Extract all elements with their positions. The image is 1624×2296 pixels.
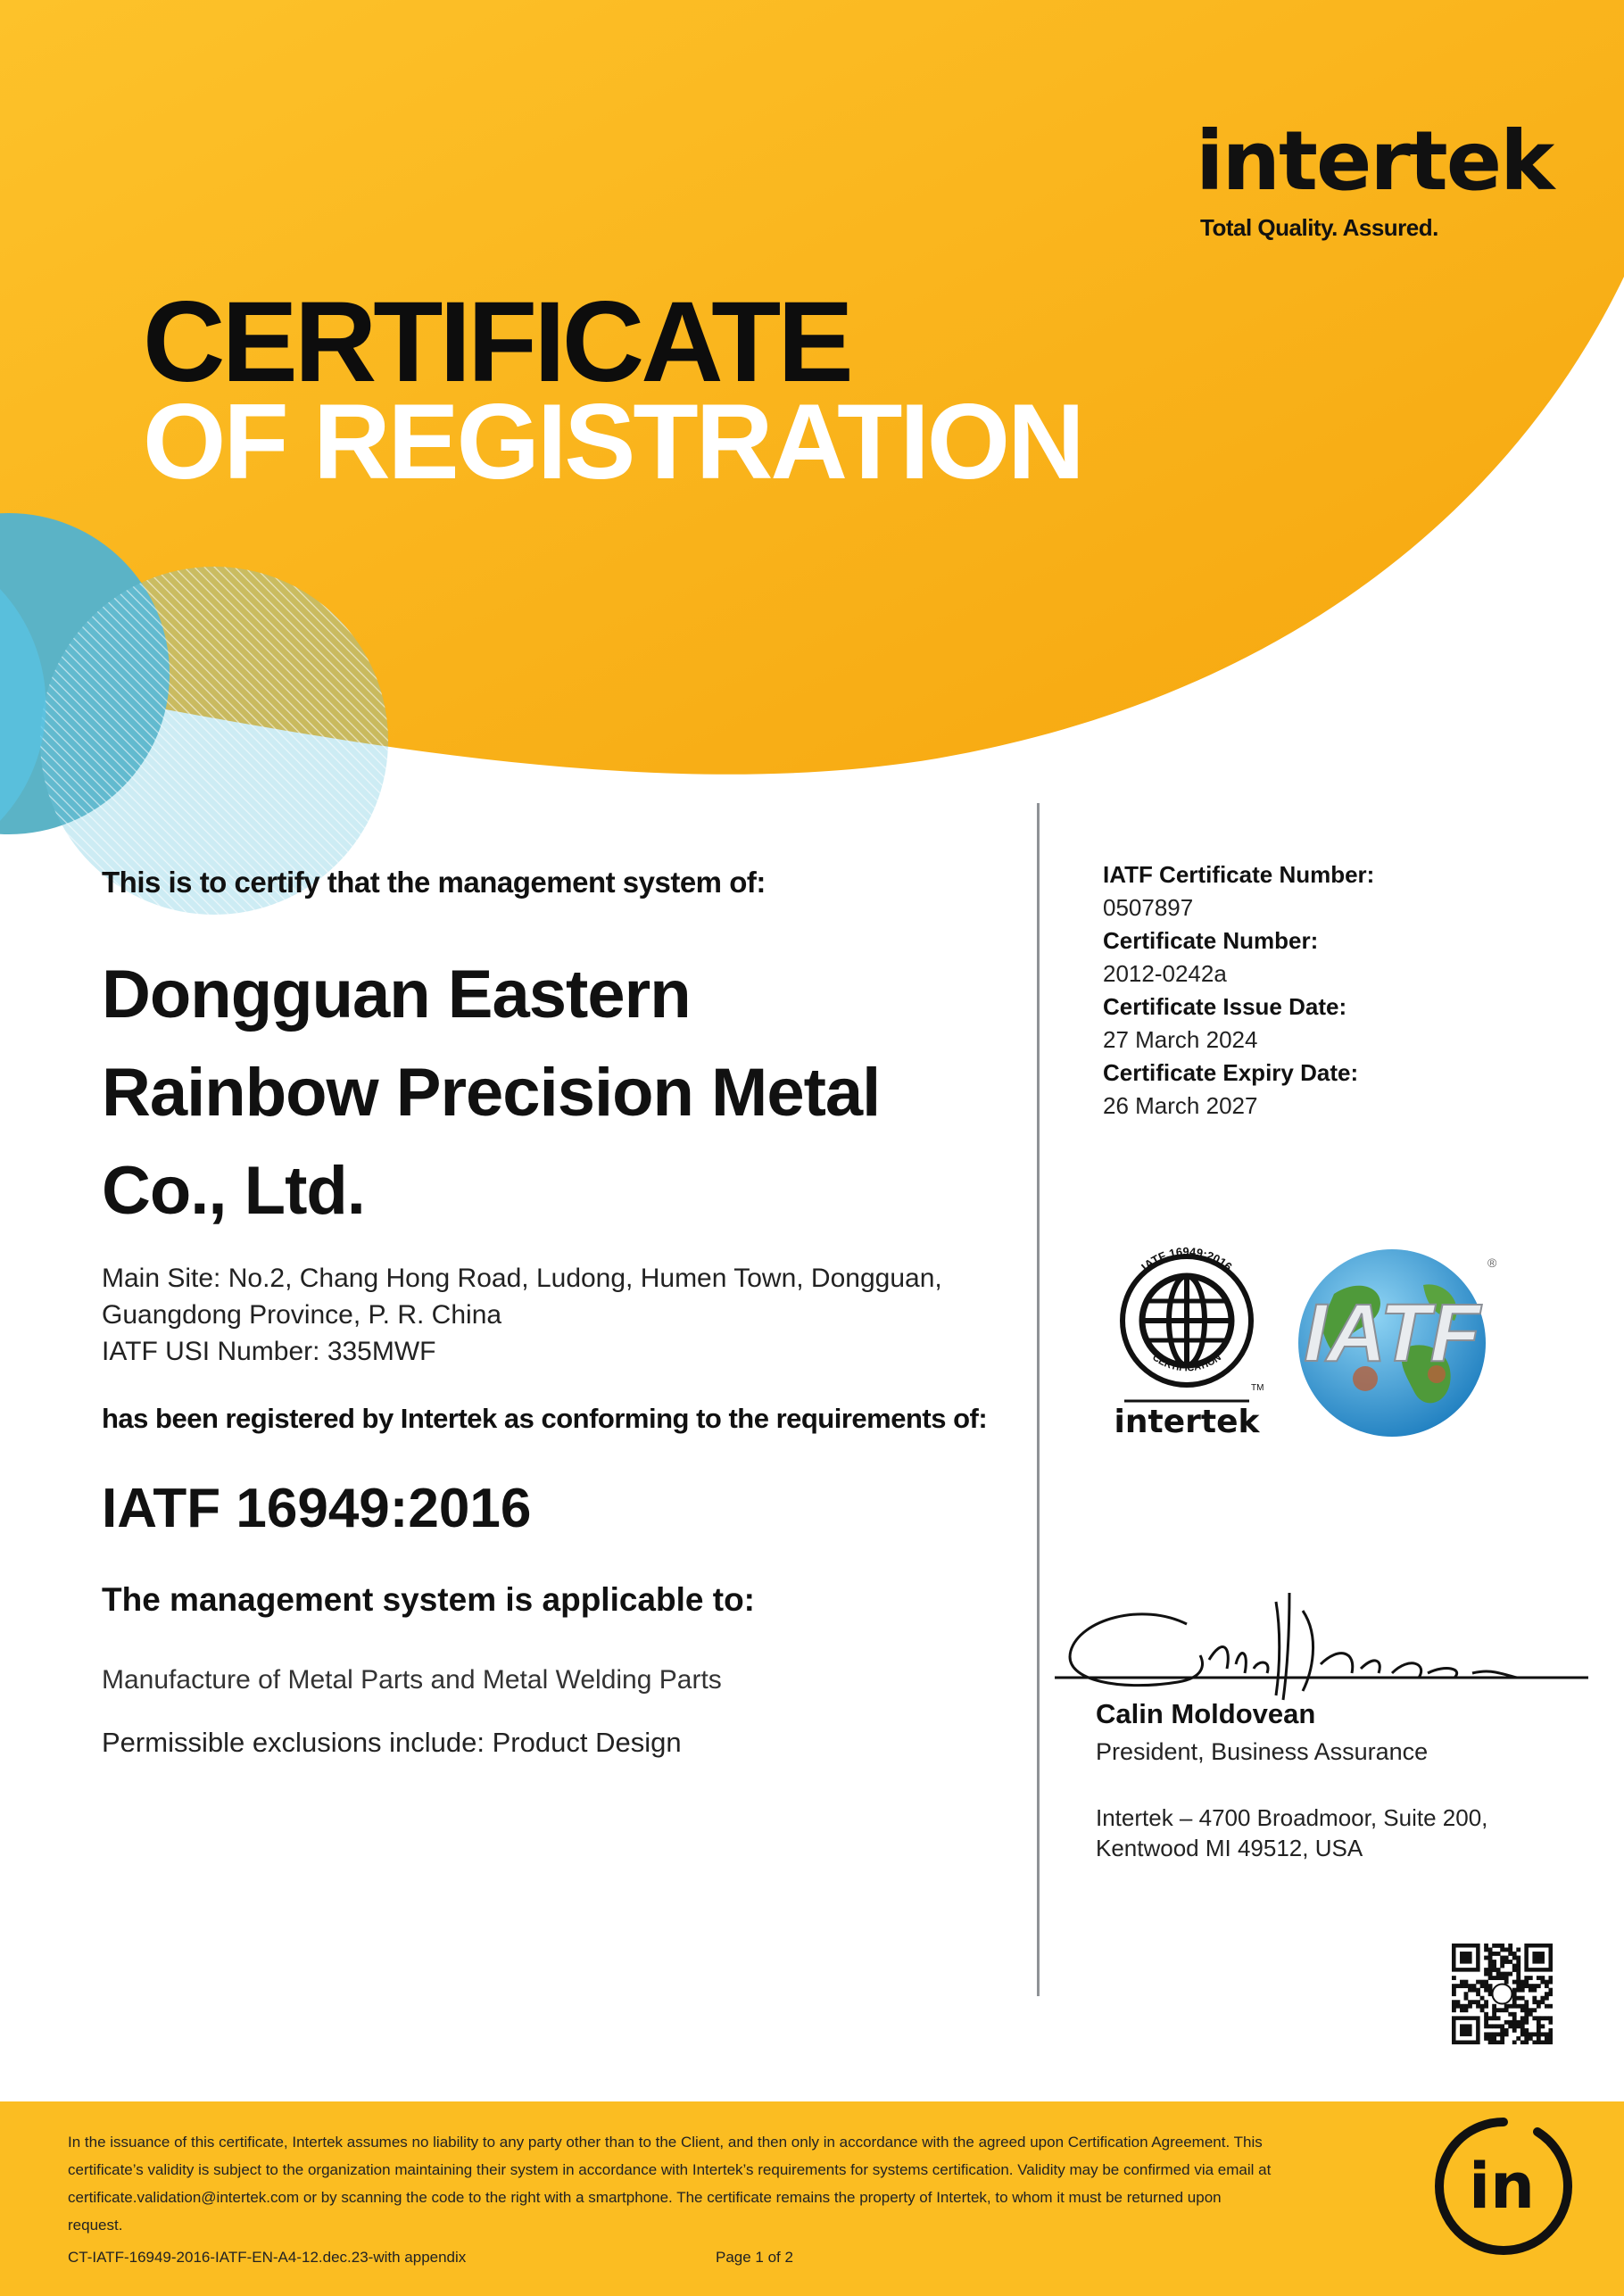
svg-text:CERTIFICATION: CERTIFICATION <box>1150 1352 1223 1374</box>
detail-label: Certificate Expiry Date: <box>1103 1059 1359 1086</box>
svg-text:IATF 16949:2016: IATF 16949:2016 <box>1139 1244 1235 1274</box>
intertek-certification-seal-icon <box>1106 1240 1267 1446</box>
intertek-in-logo-icon <box>1432 2115 1575 2258</box>
site-address <box>102 1260 994 1370</box>
detail-value: 26 March 2027 <box>1103 1092 1258 1119</box>
usi-number: IATF USI Number: 335MWF <box>102 1337 436 1366</box>
certificate-title-line1: CERTIFICATE <box>143 278 850 406</box>
certificate-title-line2: OF REGISTRATION <box>143 382 1082 501</box>
certify-intro-text: This is to certify that the management system of: <box>102 866 766 899</box>
detail-label: Certificate Issue Date: <box>1103 993 1347 1020</box>
certificate-details <box>1103 858 1374 1123</box>
company-name: Dongguan Eastern Rainbow Precision Metal Co., Ltd. <box>102 957 881 1229</box>
document-code: CT-IATF-16949-2016-IATF-EN-A4-12.dec.23-with appendix <box>68 2249 467 2266</box>
address-line-2: Guangdong Province, P. R. China <box>102 1300 502 1330</box>
detail-value: 27 March 2024 <box>1103 1026 1258 1053</box>
signature-image <box>1053 1584 1597 1709</box>
applicable-heading: The management system is applicable to: <box>102 1581 755 1618</box>
svg-text:TM: TM <box>1251 1383 1264 1393</box>
office-line-1: Intertek – 4700 Broadmoor, Suite 200, <box>1096 1804 1488 1831</box>
intertek-tagline: Total Quality. Assured. <box>1200 214 1438 241</box>
disclaimer-line-4: request. <box>68 2217 123 2234</box>
detail-label: Certificate Number: <box>1103 927 1319 954</box>
standard-name: IATF 16949:2016 <box>102 1478 532 1539</box>
footer-disclaimer <box>68 2128 1380 2239</box>
disclaimer-line-1: In the issuance of this certificate, Intertek assumes no liability to any party other than to the Client, and then only in accordance with the agreed upon Certification Agreement. This <box>68 2134 1263 2151</box>
svg-text:intertek: intertek <box>1114 1404 1260 1440</box>
scope-text: Manufacture of Metal Parts and Metal Welding Parts <box>102 1665 722 1695</box>
intertek-office-address <box>1096 1803 1524 1863</box>
intertek-logo-word: intertek <box>1196 113 1554 209</box>
svg-text:®: ® <box>1487 1256 1497 1270</box>
address-line-1: Main Site: No.2, Chang Hong Road, Ludong, Humen Town, Dongguan, <box>102 1264 942 1293</box>
signatory-name: Calin Moldovean <box>1096 1698 1316 1729</box>
disclaimer-line-3: certificate.validation@intertek.com or by scanning the code to the right with a smartphone. The certificate remains the property of Intertek, to whom it must be returned upon <box>68 2189 1222 2206</box>
disclaimer-line-2: certificate’s validity is subject to the organization maintaining their system in accordance with Intertek’s requirements for systems certification. Validity may be confirmed via email at <box>68 2161 1272 2178</box>
registered-statement: has been registered by Intertek as conforming to the requirements of: <box>102 1403 988 1434</box>
detail-label: IATF Certificate Number: <box>1103 861 1375 888</box>
office-line-2: Kentwood MI 49512, USA <box>1096 1835 1363 1861</box>
qr-code-icon <box>1452 1944 1553 2044</box>
exclusions-text: Permissible exclusions include: Product Design <box>102 1727 682 1758</box>
vertical-divider <box>1037 803 1040 1996</box>
detail-value: 0507897 <box>1103 894 1194 921</box>
svg-text:in: in <box>1469 2150 1535 2223</box>
signatory-title: President, Business Assurance <box>1096 1738 1429 1765</box>
svg-text:IATF: IATF <box>1304 1288 1480 1379</box>
detail-value: 2012-0242a <box>1103 960 1227 987</box>
iatf-globe-logo-icon <box>1280 1240 1504 1441</box>
page-number: Page 1 of 2 <box>716 2249 793 2266</box>
